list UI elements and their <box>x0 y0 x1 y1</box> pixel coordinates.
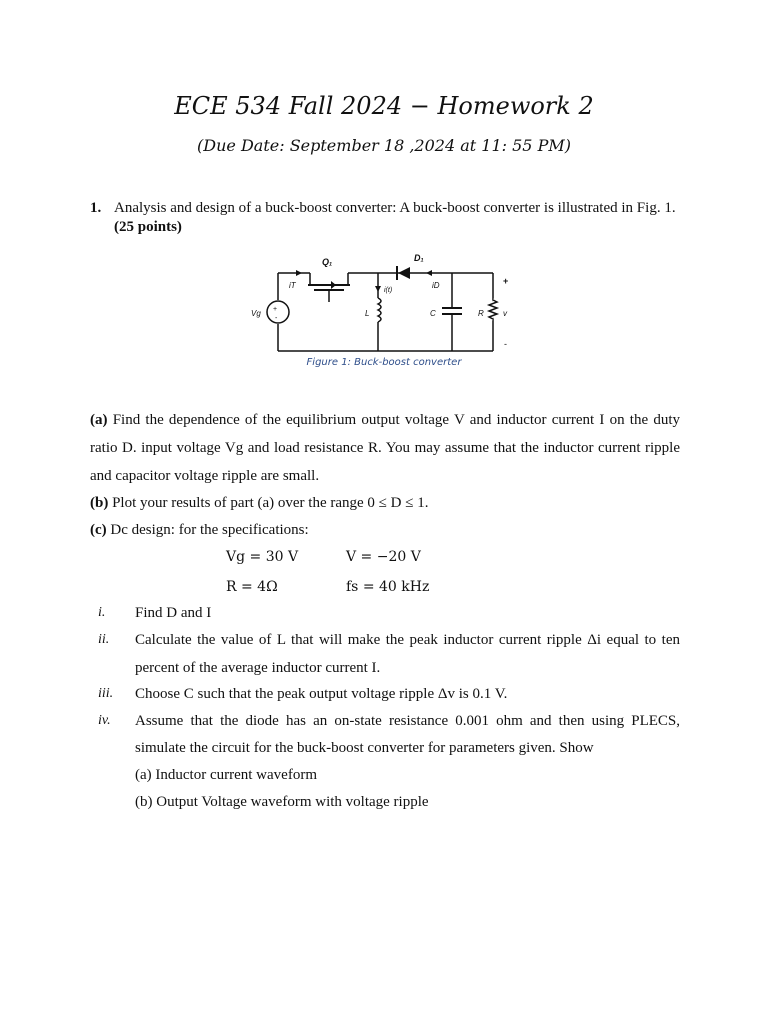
question-text: Analysis and design of a buck-boost converter: A buck-boost converter is illustrated in Fig. 1. <box>114 200 676 216</box>
part-b-text: Plot your results of part (a) over the range 0 ≤ D ≤ 1. <box>112 495 429 511</box>
label-it: iT <box>289 281 296 290</box>
voltage-source-icon <box>267 301 289 323</box>
current-arrow-id-icon <box>426 270 432 276</box>
item-iv-line-3: (a) Inductor current waveform <box>135 767 317 783</box>
item-iv-line-1: Assume that the diode has an on-state resistance 0.001 ohm and then using PLECS, <box>135 713 680 729</box>
part-c <box>90 516 680 544</box>
spec-r: R = 4Ω <box>226 579 278 595</box>
item-iii-text: Choose C such that the peak output voltage ripple Δv is 0.1 V. <box>135 686 508 702</box>
label-il: i(t) <box>384 287 393 294</box>
label-plus: + <box>503 276 509 286</box>
part-b <box>90 489 680 517</box>
item-ii-line-2: percent of the average inductor current I. <box>135 660 381 676</box>
diode-icon <box>398 267 410 279</box>
part-a-line-3: and capacitor voltage ripple are small. <box>90 468 320 484</box>
item-iv-line-2: simulate the circuit for the buck-boost converter for parameters given. Show <box>135 740 594 756</box>
item-iii-number: iii. <box>98 686 114 701</box>
label-r: R <box>478 309 484 318</box>
label-d1: D₁ <box>414 253 424 263</box>
label-vg: Vg <box>251 309 261 318</box>
part-b-label: (b) <box>90 495 109 511</box>
part-a-text-1: Find the dependence of the equilibrium output voltage V and inductor current I on the duty <box>112 412 680 428</box>
page-title: ECE 534 Fall 2024 − Homework 2 <box>174 92 594 120</box>
spec-fs: fs = 40 kHz <box>346 579 430 595</box>
item-iv-number: iv. <box>98 713 111 728</box>
label-v: v <box>503 309 507 318</box>
spec-v: V = −20 V <box>346 549 421 565</box>
svg-text:-: - <box>275 315 278 322</box>
question-points: (25 points) <box>114 219 182 235</box>
label-q1: Q₁ <box>322 257 333 267</box>
question-number: 1. <box>90 200 102 216</box>
part-c-label: (c) <box>90 522 107 538</box>
label-c: C <box>430 309 436 318</box>
figure-caption: Figure 1: Buck-boost converter <box>306 357 462 368</box>
due-date: (Due Date: September 18 ,2024 at 11: 55 PM) <box>197 136 571 155</box>
item-ii-line-1: Calculate the value of L that will make the peak inductor current ripple Δi equal to ten <box>135 632 680 648</box>
current-arrow-it-icon <box>296 270 302 276</box>
item-iv-line-4: (b) Output Voltage waveform with voltage ripple <box>135 794 429 810</box>
current-arrow-il-icon <box>375 286 381 292</box>
item-i-text: Find D and I <box>135 605 212 621</box>
item-i-number: i. <box>98 605 106 620</box>
label-id: iD <box>432 281 440 290</box>
part-a-line-1 <box>90 406 680 434</box>
svg-text:+: + <box>273 306 278 313</box>
label-minus: - <box>504 339 507 349</box>
part-a-line-2: ratio D. input voltage Vg and load resistance R. You may assume that the inductor current ripple <box>90 440 680 456</box>
part-a-label: (a) <box>90 412 108 428</box>
inductor-icon <box>378 298 381 322</box>
item-ii-number: ii. <box>98 632 110 647</box>
part-c-text: Dc design: for the specifications: <box>110 522 309 538</box>
label-l: L <box>365 309 370 318</box>
spec-vg: Vg = 30 V <box>226 549 299 565</box>
buck-boost-circuit-diagram <box>248 248 528 360</box>
